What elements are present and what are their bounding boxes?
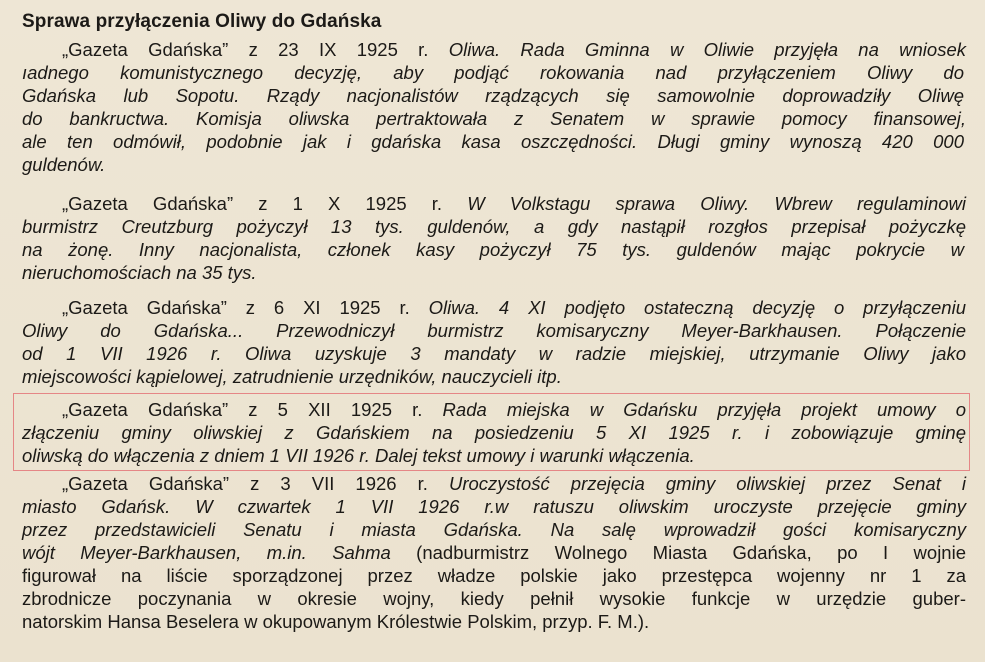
text-line: „Gazeta Gdańska” z 23 IX 1925 r. Oliwa. Rada Gminna w Oliwie przyjęła na wniosek bbox=[62, 39, 966, 60]
text-line: „Gazeta Gdańska” z 3 VII 1926 r. Uroczystość przejęcia gminy oliwskiej przez Senat i bbox=[62, 473, 966, 494]
text-line: oliwską do włączenia z dniem 1 VII 1926 r. Dalej tekst umowy i warunki włączenia. bbox=[22, 445, 695, 466]
text-line: ale ten odmówił, podobnie jak i gdańska kasa oszczędności. Długi gminy wynoszą 420 000 bbox=[22, 131, 964, 152]
text-line: natorskim Hansa Beselera w okupowanym Królestwie Polskim, przyp. F. M.). bbox=[22, 611, 650, 632]
text-line: „Gazeta Gdańska” z 1 X 1925 r. W Volkstagu sprawa Oliwy. Wbrew regulaminowi bbox=[62, 193, 966, 214]
text-line: burmistrz Creutzburg pożyczył 13 tys. guldenów, a gdy nastąpił rozgłos przepisał pożyczkę bbox=[22, 216, 966, 237]
text-line: nieruchomościach na 35 tys. bbox=[22, 262, 257, 283]
text-line: do bankructwa. Komisja oliwska pertraktowała z Senatem w sprawie pomocy finansowej, bbox=[22, 108, 966, 129]
text-line: złączeniu gminy oliwskiej z Gdańskiem na posiedzeniu 5 XI 1925 r. i zobowiązuje gminę bbox=[22, 422, 966, 443]
text-line: Gdańska lub Sopotu. Rządy nacjonalistów rządzących się samowolnie doprowadziły Oliwę bbox=[22, 85, 964, 106]
text-line: od 1 VII 1926 r. Oliwa uzyskuje 3 mandaty w radzie miejskiej, utrzymanie Oliwy jako bbox=[22, 343, 966, 364]
text-line: „Gazeta Gdańska” z 5 XII 1925 r. Rada miejska w Gdańsku przyjęła projekt umowy o bbox=[62, 399, 966, 420]
text-line: na żonę. Inny nacjonalista, członek kasy pożyczył 75 tys. guldenów mając pokrycie w bbox=[22, 239, 964, 260]
text-line: zbrodnicze poczynania w okresie wojny, kiedy pełnił wysokie funkcje w urzędzie guber- bbox=[22, 588, 966, 609]
text-line: wójt Meyer-Barkhausen, m.in. Sahma (nadburmistrz Wolnego Miasta Gdańska, po I wojnie bbox=[22, 542, 966, 563]
text-line: miejscowości kąpielowej, zatrudnienie urzędników, nauczycieli itp. bbox=[22, 366, 562, 387]
text-line: „Gazeta Gdańska” z 6 XI 1925 r. Oliwa. 4 XI podjęto ostateczną decyzję o przyłączeniu bbox=[62, 297, 966, 318]
text-line: Oliwy do Gdańska... Przewodniczył burmistrz komisaryczny Meyer-Barkhausen. Połączenie bbox=[22, 320, 966, 341]
text-line: ıadnego komunistycznego decyzję, aby podjąć rokowania nad przyłączeniem Oliwy do bbox=[22, 62, 964, 83]
text-line: miasto Gdańsk. W czwartek 1 VII 1926 r.w ratuszu oliwskim uroczyste przejęcie gminy bbox=[22, 496, 966, 517]
text-line: przez przedstawicieli Senatu i miasta Gdańska. Na salę wprowadził gości komisaryczny bbox=[22, 519, 966, 540]
text-line: guldenów. bbox=[22, 154, 106, 175]
text-line: figurował na liście sporządzonej przez władze polskie jako przestępca wojenny nr 1 za bbox=[22, 565, 966, 586]
article-title: Sprawa przyłączenia Oliwy do Gdańska bbox=[22, 11, 382, 32]
